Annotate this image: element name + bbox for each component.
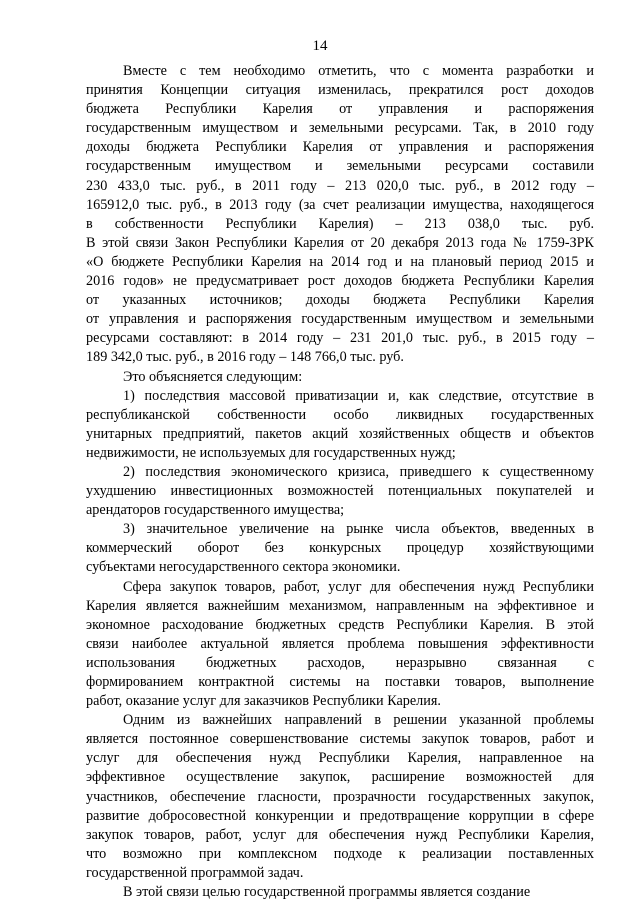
text-line: услуг для обеспечения нужд Республики Карелия, направленное на — [86, 750, 594, 767]
text-line: в собственности Республики Карелия) – 213 038,0 тыс. руб. — [86, 215, 594, 232]
paragraph-goal — [86, 883, 594, 902]
text-line: Это объясняется следующим: — [123, 368, 303, 385]
paragraph-item3 — [86, 520, 594, 577]
text-line: является постоянное совершенствование системы закупок товаров, работ и — [86, 731, 594, 748]
text-line: 189 342,0 тыс. руб., в 2016 году – 148 766,0 тыс. руб. — [86, 349, 404, 366]
text-line: 3) значительное увеличение на рынке числа объектов, введенных в — [123, 521, 594, 538]
text-line: экономное расходование бюджетных средств Республики Карелия. В этой — [86, 616, 594, 633]
text-line: арендаторов государственного имущества; — [86, 502, 345, 519]
text-line: связи наиболее актуальной является проблема повышения эффективности — [86, 635, 594, 652]
text-line: Карелия является важнейшим механизмом, направленным на эффективное и — [86, 597, 594, 614]
text-line: В этой связи Закон Республики Карелия от 20 декабря 2013 года № 1759-ЗРК — [86, 234, 594, 251]
text-line: доходы бюджета Республики Карелия от управления и распоряжения — [86, 139, 594, 156]
paragraph-explained — [86, 368, 594, 387]
text-line: что возможно при комплексном подходе к реализации поставленных — [86, 845, 594, 862]
paragraph-directions — [86, 711, 594, 883]
text-line: 165912,0 тыс. руб., в 2013 году (за счет реализации имущества, находящегося — [86, 196, 594, 213]
text-line: от управления и распоряжения государственным имуществом и земельными — [86, 311, 594, 328]
text-line: 2) последствия экономического кризиса, приведшего к существенному — [123, 463, 594, 480]
text-line: недвижимости, не используемых для государственных нужд; — [86, 444, 456, 461]
text-line: государственным имуществом и земельными ресурсами составили — [86, 158, 594, 175]
text-line: участников, обеспечение гласности, прозрачности государственных закупок, — [86, 788, 594, 805]
text-line: государственным имуществом и земельными ресурсами. Так, в 2010 году — [86, 120, 594, 137]
text-line: бюджета Республики Карелия от управления и распоряжения — [86, 101, 594, 118]
body-text — [86, 62, 594, 902]
text-line: принятия Концепции ситуация изменилась, прекратился рост доходов — [86, 82, 594, 99]
text-line: государственной программой задач. — [86, 864, 304, 881]
text-line: развитие добросовестной конкуренции и предотвращение коррупции в сфере — [86, 807, 594, 824]
text-line: коммерческий оборот без конкурсных процедур хозяйствующими — [86, 540, 594, 557]
text-line: использования бюджетных расходов, неразрывно связанная с — [86, 654, 594, 671]
text-line: субъектами негосударственного сектора экономики. — [86, 559, 401, 576]
text-line: республиканской собственности особо ликвидных государственных — [86, 406, 594, 423]
text-line: 2016 годов» не предусматривает рост доходов бюджета Республики Карелия — [86, 273, 594, 290]
text-line: формированием контрактной системы на поставки товаров, выполнение — [86, 674, 594, 690]
text-line: 230 433,0 тыс. руб., в 2011 году – 213 020,0 тыс. руб., в 2012 году – — [86, 177, 594, 194]
paragraph-procurement — [86, 578, 594, 712]
paragraph-item2 — [86, 463, 594, 520]
text-line: работ, оказание услуг для заказчиков Республики Карелия. — [86, 693, 441, 710]
text-line: В этой связи целью государственной программы является создание — [123, 884, 531, 901]
text-line: ресурсами составляют: в 2014 году – 231 201,0 тыс. руб., в 2015 году – — [86, 330, 594, 347]
text-line: Одним из важнейших направлений в решении указанной проблемы — [123, 712, 594, 729]
text-line: «О бюджете Республики Карелия на 2014 год и на плановый период 2015 и — [86, 253, 594, 270]
text-line: эффективное осуществление закупок, расширение возможностей для — [86, 769, 594, 786]
text-line: от указанных источников; доходы бюджета Республики Карелия — [86, 292, 594, 309]
text-line: 1) последствия массовой приватизации и, как следствие, отсутствие в — [123, 387, 594, 404]
text-line: Вместе с тем необходимо отметить, что с момента разработки и — [123, 63, 594, 79]
text-line: ухудшению инвестиционных возможностей потенциальных покупателей и — [86, 483, 594, 500]
text-line: унитарных предприятий, пакетов акций хозяйственных обществ и объектов — [86, 425, 594, 442]
text-line: Сфера закупок товаров, работ, услуг для обеспечения нужд Республики — [123, 578, 594, 595]
text-line: закупок товаров, работ, услуг для обеспечения нужд Республики Карелия, — [86, 826, 594, 843]
paragraph-intro — [86, 62, 594, 368]
paragraph-item1 — [86, 387, 594, 463]
page-number: 14 — [312, 38, 328, 54]
